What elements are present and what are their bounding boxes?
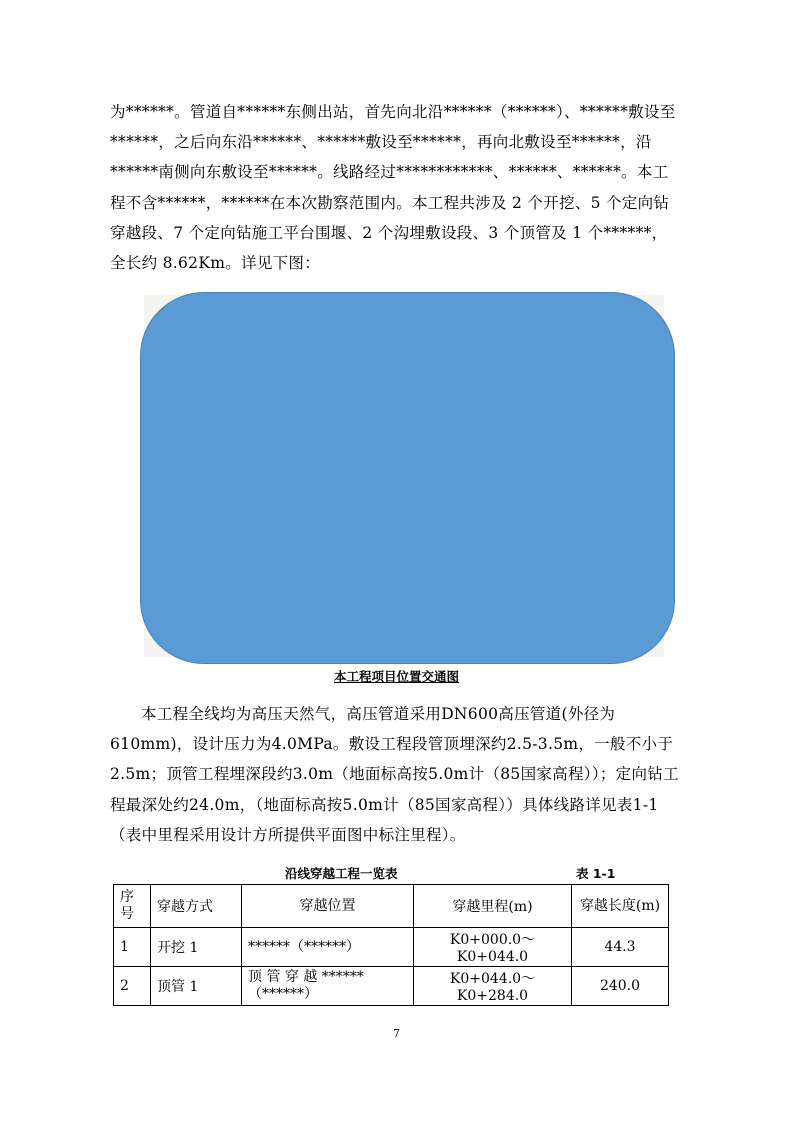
header-location: 穿越位置 <box>242 885 414 928</box>
cell-mileage: K0+000.0～K0+044.0 <box>414 928 572 967</box>
cell-no: 1 <box>114 928 151 967</box>
table-header-row <box>114 885 669 928</box>
table-title: 沿线穿越工程一览表 <box>285 866 398 881</box>
cell-location: 顶 管 穿 越 ******（******） <box>242 967 414 1006</box>
location-map-redaction-box <box>140 292 675 664</box>
figure-caption: 本工程项目位置交通图 <box>333 669 459 684</box>
intro-paragraph: 为******。管道自******东侧出站，首先向北沿******（******）、******敷设至******，之后向东沿******、******敷设至******，再向北敷设至******，沿******南侧向东敷设至******。线路经过************、******、******。本工程不含******，******在本次勘察范围内。本工程共涉及 2 个开挖、5 个定向钻穿越段、7 个定向钻施工平台围堰、2 个沟埋敷设段、3 个顶管及 1 个******，全长约 8.62Km。详见下图： <box>110 103 676 273</box>
cell-length: 44.3 <box>572 928 669 967</box>
cell-method: 开挖 1 <box>151 928 242 967</box>
cell-location: ******（******） <box>242 928 414 967</box>
table-number: 表 1-1 <box>576 866 616 881</box>
header-length: 穿越长度(m) <box>572 885 669 928</box>
body-paragraph: 本工程全线均为高压天然气，高压管道采用DN600高压管道(外径为610mm)，设计压力为4.0MPa。敷设工程段管顶埋深约2.5-3.5m，一般不小于2.5m；顶管工程埋深段约3.0m（地面标高按5.0m计（85国家高程））；定向钻工程最深处约24.0m，（地面标高按5.0m计（85国家高程））具体线路详见表1-1（表中里程采用设计方所提供平面图中标注里程）。 <box>110 705 679 844</box>
header-mileage: 穿越里程(m) <box>414 885 572 928</box>
header-method: 穿越方式 <box>151 885 242 928</box>
table-row <box>114 967 669 1006</box>
cell-mileage: K0+044.0～K0+284.0 <box>414 967 572 1006</box>
table-row <box>114 928 669 967</box>
cell-no: 2 <box>114 967 151 1006</box>
crossing-table <box>113 884 669 1006</box>
header-no: 序号 <box>114 885 151 928</box>
page-number: 7 <box>393 1027 400 1040</box>
cell-length: 240.0 <box>572 967 669 1006</box>
cell-method: 顶管 1 <box>151 967 242 1006</box>
